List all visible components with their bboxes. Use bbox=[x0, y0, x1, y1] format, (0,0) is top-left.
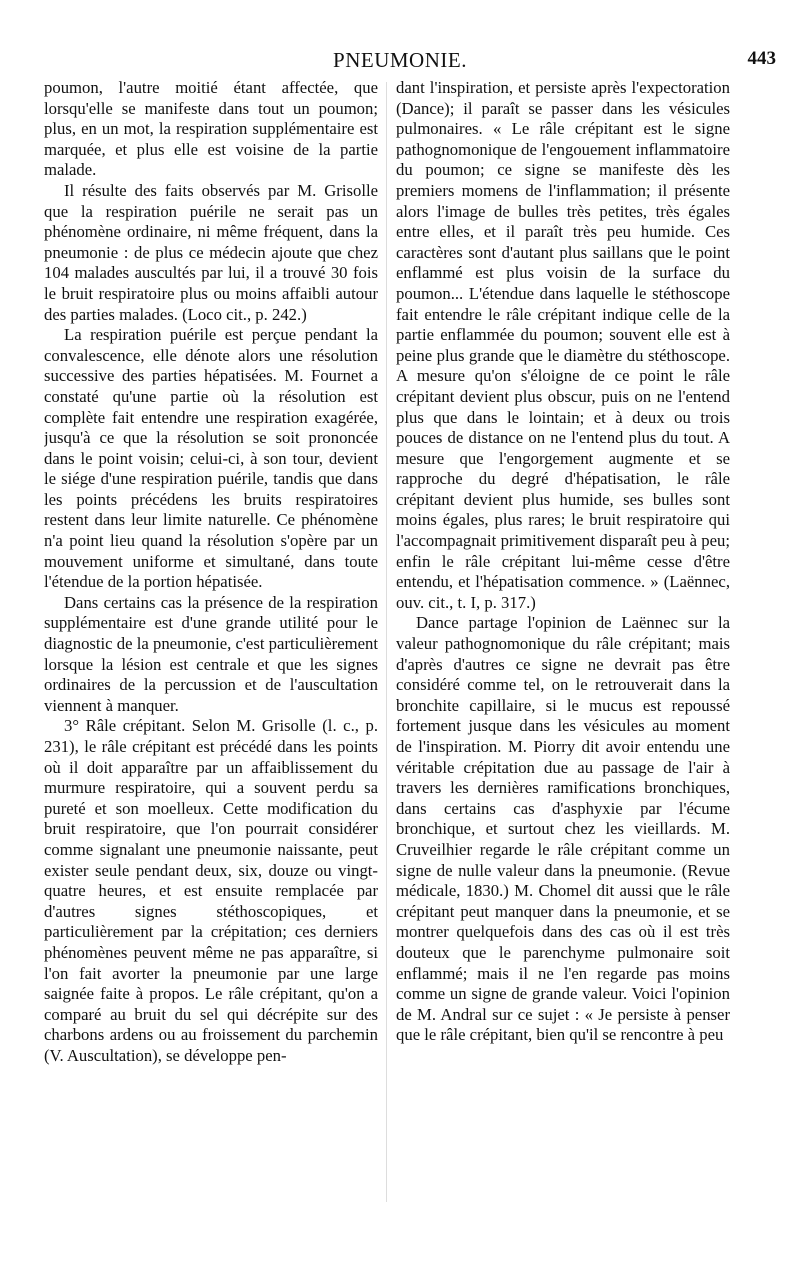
paragraph: Dans certains cas la présence de la respiration supplémentaire est d'une grande utilité pour le diagnostic de la pneumonie, c'est particulièrement lorsque la lésion est centrale et que les signes ordinaires de la percussion et de l'auscultation viennent à manquer. bbox=[44, 592, 378, 715]
paragraph: La respiration puérile est perçue pendant la convalescence, elle dénote alors une résolution successive des parties hépatisées. M. Fournet a constaté qu'une partie où la résolution est complète fait entendre une respiration exagérée, jusqu'à ce que la résolution se soit prononcée dans le point voisin; celui-ci, à son tour, devient le siége d'une respiration puérile, tandis que dans les points précédens les bruits respiratoires restent dans leur limite naturelle. Ce phénomène n'a point lieu quand la résolution s'opère par un mouvement uniforme et simultané, dans toute l'étendue de la portion hépatisée. bbox=[44, 325, 378, 592]
paragraph: Il résulte des faits observés par M. Grisolle que la respiration puérile ne serait pas un phénomène ordinaire, ni même fréquent, dans la pneumonie : de plus ce médecin ajoute que chez 104 malades auscultés par lui, il a trouvé 30 fois le bruit respiratoire plus ou moins affaibli autour des parties malades. (Loco cit., p. 242.) bbox=[44, 180, 378, 324]
paragraph: 3° Râle crépitant. Selon M. Grisolle (l. c., p. 231), le râle crépitant est précédé dans les points où il doit apparaître par un affaiblissement du murmure respiratoire, qui a souvent perdu sa pureté et son moelleux. Cette modification du bruit respiratoire, que l'on pourrait considérer comme signalant une pneumonie naissante, peut exister seule pendant deux, six, douze ou vingt-quatre heures, et est ensuite remplacée par d'autres signes stéthoscopiques, et particulièrement par la crépitation; ces derniers phénomènes peuvent même ne pas apparaître, si l'on fait avorter la pneumonie par une large saignée faite à propos. Le râle crépitant, qu'on a comparé au bruit du sel qui décrépite sur des charbons ardens ou au froissement du parchemin (V. Auscultation), se développe pen- bbox=[44, 716, 378, 1065]
column-divider bbox=[386, 82, 387, 1202]
paragraph: poumon, l'autre moitié étant affectée, que lorsqu'elle se manifeste dans tout un poumon; plus, en un mot, la respiration supplémentaire est marquée, et plus elle est voisine de la partie malade. bbox=[44, 78, 378, 180]
paragraph: dant l'inspiration, et persiste après l'expectoration (Dance); il paraît se passer dans les vésicules pulmonaires. « Le râle crépitant est le signe pathognomonique de l'engouement inflammatoire du poumon; ce signe se manifeste dès les premiers momens de l'inflammation; il présente alors l'image de bulles très petites, très égales entre elles, et il paraît très peu humide. Ces caractères sont d'autant plus saillans que le point enflammé est plus voisin de la surface du poumon... L'étendue dans laquelle le stéthoscope fait entendre le râle crépitant indique celle de la partie enflammée du poumon; souvent elle est à peine plus grande que le diamètre du stéthoscope. A mesure qu'on s'éloigne de ce point le râle crépitant devient plus obscur, puis on ne l'entend plus que dans le lointain; et à deux ou trois pouces de distance on ne l'entend plus du tout. A mesure que l'engorgement augmente et se rapproche du degré d'hépatisation, le râle crépitant devient plus humide, ses bulles sont moins égales, plus rares; le bruit respiratoire qui l'accompagnait primitivement disparaît peu à peu; enfin le râle crépitant lui-même cesse d'être entendu, et l'hépatisation commence. » (Laënnec, ouv. cit., t. I, p. 317.) bbox=[396, 78, 730, 612]
paragraph: Dance partage l'opinion de Laënnec sur la valeur pathognomonique du râle crépitant; mais d'après d'autres ce signe ne devrait pas être considéré comme tel, on le retrouverait dans la bronchite capillaire, si le mucus est repoussé fortement jusque dans les vésicules au moment de l'inspiration. M. Piorry dit avoir entendu une véritable crépitation due au passage de l'air à travers les dernières ramifications bronchiques, dans certains cas d'asphyxie par l'écume bronchique, et surtout chez les vieillards. M. Cruveilhier regarde le râle crépitant comme un signe de nulle valeur dans la pneumonie. (Revue médicale, 1830.) M. Chomel dit aussi que le râle crépitant peut manquer dans la pneumonie, et se montrer quelquefois dans des cas où il est très douteux que le parenchyme pulmonaire soit enflammé; mais il ne l'en regarde pas moins comme un signe de grande valeur. Voici l'opinion de M. Andral sur ce sujet : « Je persiste à penser que le râle crépitant, bien qu'il se rencontre à peu bbox=[396, 613, 730, 1045]
left-column bbox=[44, 78, 378, 1228]
page-number: 443 bbox=[747, 48, 776, 69]
right-column bbox=[396, 78, 730, 1228]
running-title: PNEUMONIE. bbox=[333, 48, 467, 72]
page-header bbox=[0, 48, 800, 74]
